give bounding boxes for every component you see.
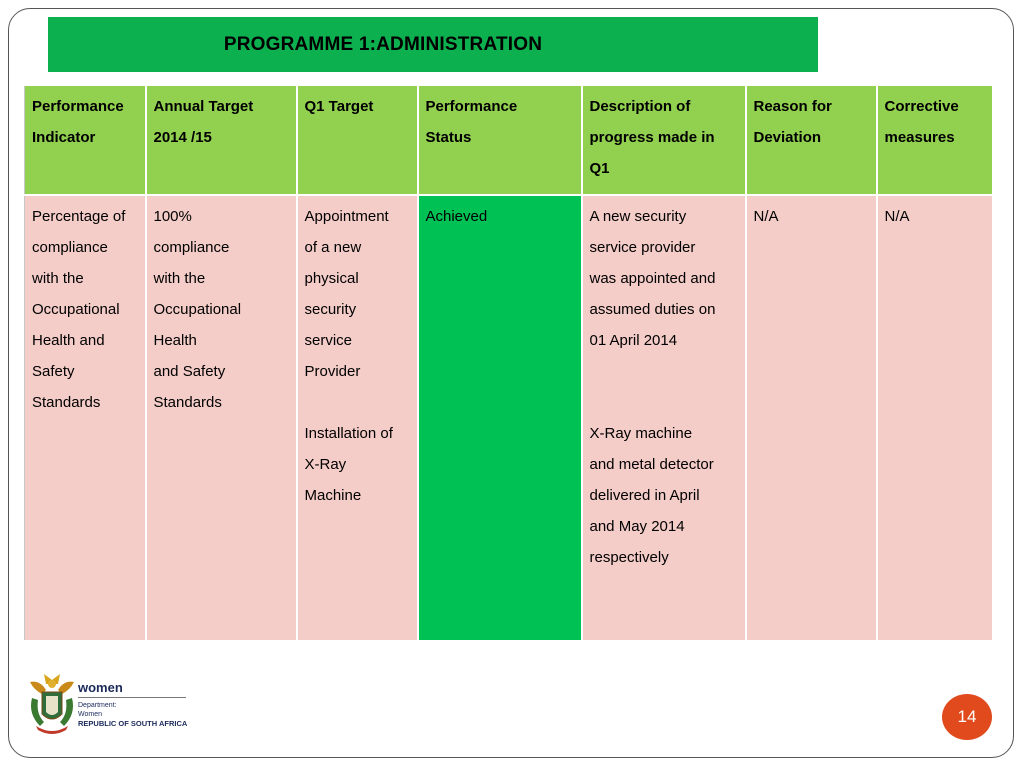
cell-q1-target: Appointment of a new physical security service Provider Installation of X-Ray Machine [297,195,418,641]
header-performance-indicator: Performance Indicator [25,85,146,195]
header-annual-target: Annual Target 2014 /15 [146,85,297,195]
logo-divider [78,697,186,698]
header-reason-deviation: Reason for Deviation [746,85,877,195]
page-number: 14 [957,707,977,726]
header-performance-status: Performance Status [418,85,582,195]
logo-wordmark: women [78,680,123,695]
cell-annual-target: 100% compliance with the Occupational Health and Safety Standards [146,195,297,641]
logo-department [78,701,187,729]
logo-dept-line1: Department: [78,702,117,709]
table-row [25,195,993,641]
header-q1-target: Q1 Target [297,85,418,195]
header-description: Description of progress made in Q1 [582,85,746,195]
logo-country: REPUBLIC OF SOUTH AFRICA [78,719,188,728]
logo-dept-line2: Women [78,711,102,718]
title-bar [48,17,818,72]
cell-indicator: Percentage of compliance with the Occupational Health and Safety Standards [25,195,146,641]
cell-corrective: N/A [877,195,993,641]
page-number-badge [942,694,992,740]
cell-description: A new security service provider was appointed and assumed duties on 01 April 2014 X-Ray machine and metal detector delivered in April and May 2014 respectively [582,195,746,641]
cell-status: Achieved [418,195,582,641]
cell-reason: N/A [746,195,877,641]
header-corrective-measures: Corrective measures [877,85,993,195]
slide-title: PROGRAMME 1:ADMINISTRATION [223,33,543,55]
performance-table [24,84,994,642]
table-header-row [25,85,993,195]
